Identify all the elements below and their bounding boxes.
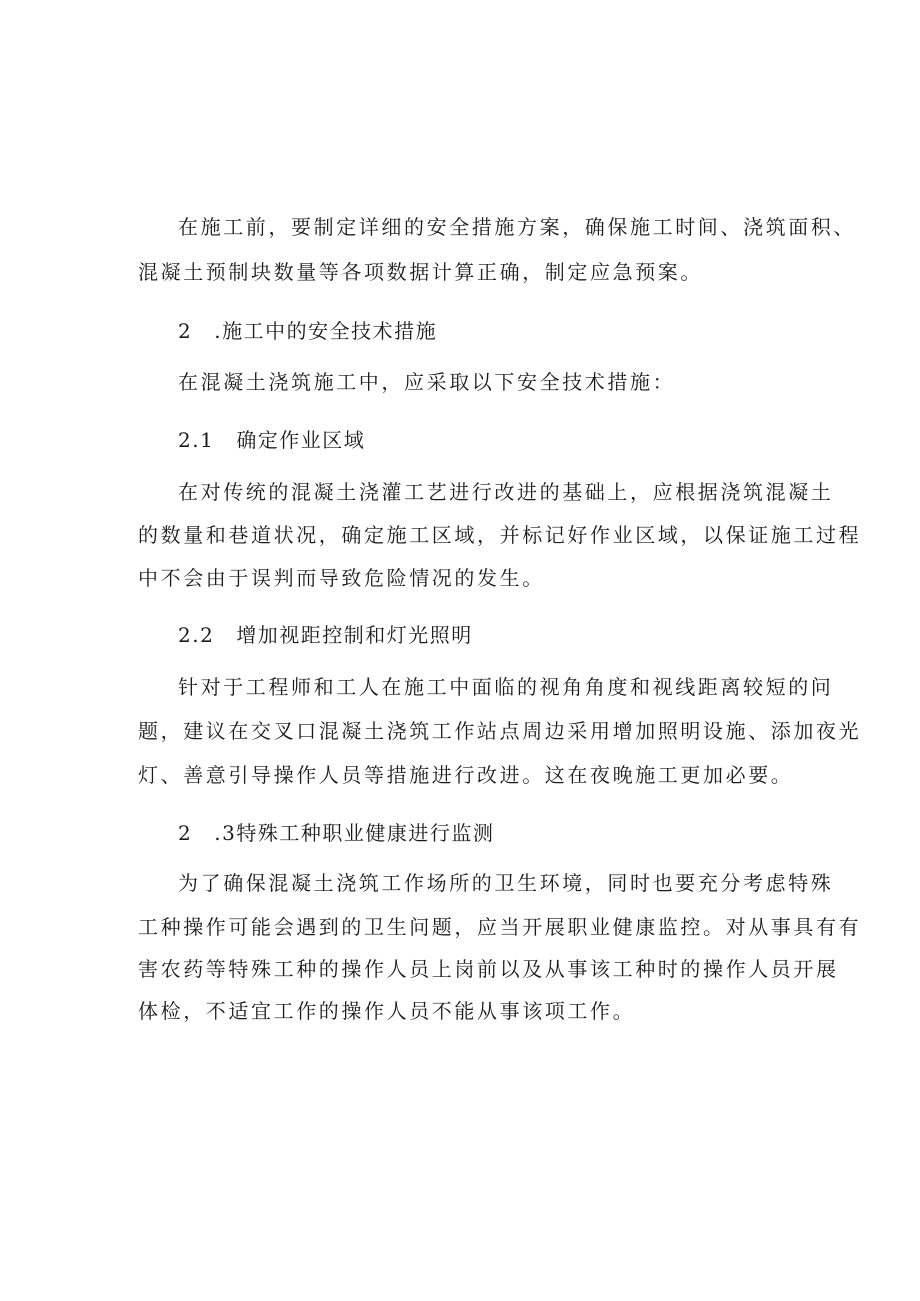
heading-title: .施工中的安全技术措施 [214, 319, 438, 343]
heading-title: 增加视距控制和灯光照明 [236, 623, 473, 647]
paragraph-4-line-1: 针对于工程师和工人在施工中面临的视角角度和视线距离较短的问 [178, 675, 834, 699]
paragraph-1-line-2: 混凝土预制块数量等各项数据计算正确，制定应急预案。 [138, 260, 703, 284]
section-heading-2-2 [178, 620, 473, 650]
paragraph-3-line-1: 在对传统的混凝土浇灌工艺进行改进的基础上，应根据浇筑混凝土 [178, 480, 834, 504]
paragraph-5-line-2: 工种操作可能会遇到的卫生问题，应当开展职业健康监控。对从事具有有 [138, 915, 862, 939]
paragraph-5-line-1: 为了确保混凝土浇筑工作场所的卫生环境，同时也要充分考虑特殊 [178, 871, 834, 895]
paragraph-5-line-3: 害农药等特殊工种的操作人员上岗前以及从事该工种时的操作人员开展 [138, 957, 839, 981]
paragraph-5-line-4: 体检，不适宜工作的操作人员不能从事该项工作。 [138, 999, 636, 1023]
heading-title: .3特殊工种职业健康进行监测 [214, 821, 495, 845]
heading-number: 2 [178, 319, 193, 343]
paragraph-3-line-3: 中不会由于误判而导致危险情况的发生。 [138, 566, 545, 590]
section-heading-2-3 [178, 818, 494, 848]
paragraph-4-line-3: 灯、善意引导操作人员等措施进行改进。这在夜晚施工更加必要。 [138, 763, 794, 787]
heading-number: 2.1 [178, 428, 215, 452]
paragraph-2-line-1: 在混凝土浇筑施工中，应采取以下安全技术措施： [178, 370, 676, 394]
heading-title: 确定作业区域 [236, 428, 366, 452]
section-heading-2-1 [178, 425, 365, 455]
heading-number: 2 [178, 821, 193, 845]
paragraph-3-line-2: 的数量和巷道状况，确定施工区域，并标记好作业区域，以保证施工过程 [138, 523, 862, 547]
paragraph-4-line-2: 题，建议在交叉口混凝土浇筑工作站点周边采用增加照明设施、添加夜光 [138, 719, 862, 743]
heading-number: 2.2 [178, 623, 215, 647]
paragraph-1-line-1: 在施工前，要制定详细的安全措施方案，确保施工时间、浇筑面积、 [178, 215, 856, 239]
section-heading-2 [178, 316, 437, 346]
